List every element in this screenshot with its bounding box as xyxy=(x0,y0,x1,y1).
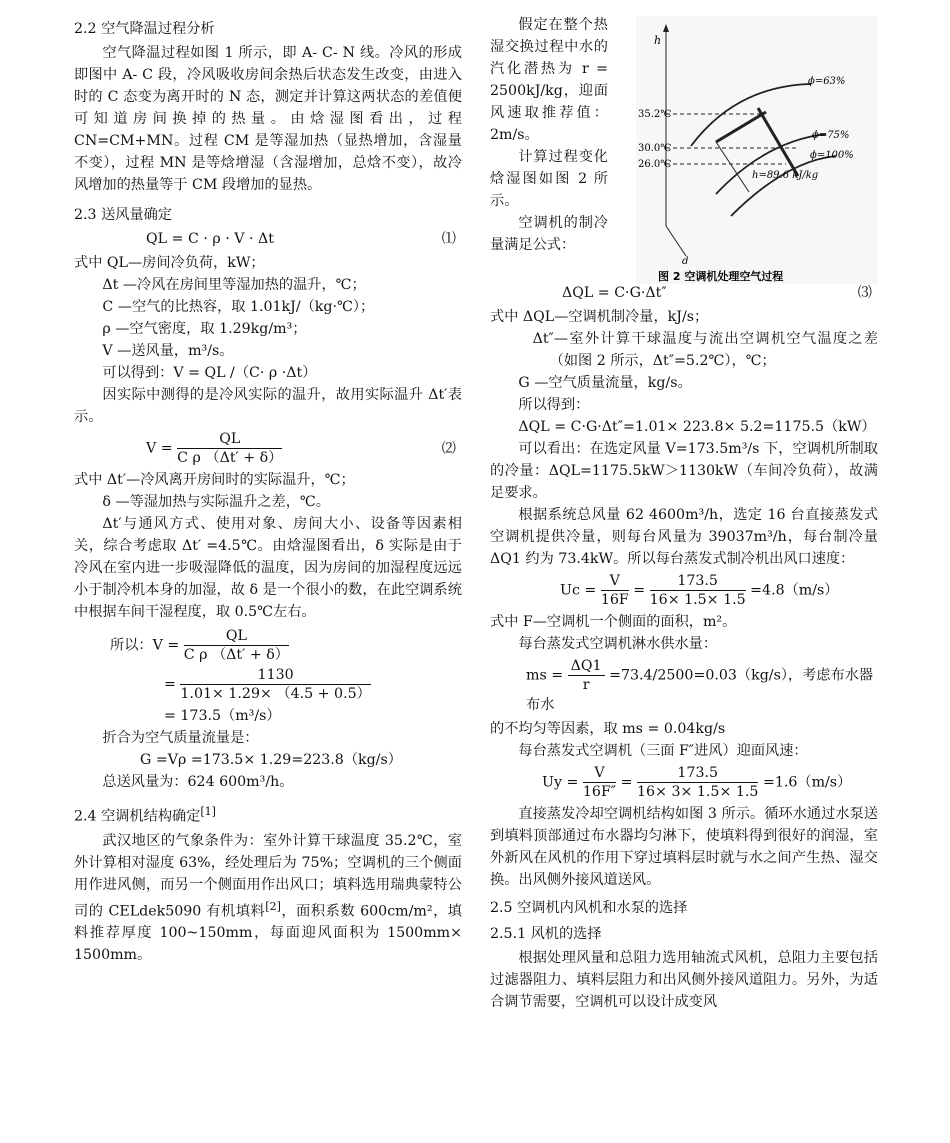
paragraph: 所以得到： xyxy=(518,397,590,413)
section-2-3-title: 2.3 送风量确定 xyxy=(74,207,173,223)
left-column xyxy=(74,14,462,966)
right-column xyxy=(490,14,878,1013)
mass-equation: G =Vρ =173.5× 1.29=223.8（kg/s） xyxy=(140,752,402,768)
paragraph: 计算过程变化焓湿图如图 2 所示。 xyxy=(490,149,608,209)
fraction: $\frac{V}{16F''}$ xyxy=(582,765,617,800)
result-equation: 所以：V = $\frac{QL}{\text{C ρ （Δt′ + δ）}}$ xyxy=(110,628,289,663)
section-2-2-title: 2.2 空气降温过程分析 xyxy=(74,21,215,37)
definition: 式中 ΔQL—空调机制冷量，kJ/s； xyxy=(490,309,709,325)
derivation: 可以得到：V = QL /（C· ρ ·Δt） xyxy=(102,365,317,381)
phi-63-label: ϕ=63% xyxy=(808,76,846,87)
psychrometric-diagram xyxy=(636,16,878,284)
result-equation-2: = $\frac{1130}{1.01\times 1.29\times (4.5 + 0.5)}$ xyxy=(164,667,371,702)
definition: 式中 QL—房间冷负荷，kW； xyxy=(74,255,265,271)
paragraph: Δt′与通风方式、使用对象、房间大小、设备等因素相关，综合考虑取 Δt′ =4.5℃。由焓湿图看出，δ 实际是由于冷风在室内进一步吸湿降低的温度，因为房间的加湿程度远远小于制冷机本身的加湿，故 δ 是一个很小的数，在此空调系统中根据车间干湿程度，取 0.5℃左右。 xyxy=(74,516,462,620)
paragraph: 空调机的制冷量满足公式： xyxy=(490,215,608,253)
equation-2: V = $\frac{QL}{\text{C ρ （Δt′ + δ）}}$ ⑵ xyxy=(146,431,456,466)
section-2-5-title: 2.5 空调机内风机和水泵的选择 xyxy=(490,900,688,916)
label-352: 35.2℃ xyxy=(638,109,672,120)
definition: δ —等湿加热与实际温升之差，℃。 xyxy=(102,494,330,510)
paragraph: 因实际中测得的是冷风实际的温升，故用实际温升 Δt′表示。 xyxy=(74,387,462,425)
result-value: = 173.5（m³/s） xyxy=(164,708,281,724)
paragraph: 折合为空气质量流量是： xyxy=(102,730,259,746)
definition: C —空气的比热容，取 1.01kJ/（kg·℃）； xyxy=(102,299,375,315)
uc-equation: Uc = $\frac{V}{16F}$ = $\frac{173.5}{16\times 1.5\times 1.5}$ =4.8（m/s） xyxy=(560,573,839,608)
text-figure-wrap xyxy=(490,14,878,283)
fraction: $\frac{QL}{\text{C ρ （Δt′ + δ）}}$ xyxy=(183,628,289,663)
fraction: $\frac{\Delta Q1}{r}$ xyxy=(568,657,605,694)
section-2-4-title: 2.4 空调机结构确定[1] xyxy=(74,805,216,825)
paragraph: 总送风量为：624 600m³/h。 xyxy=(102,774,294,790)
paragraph: 每台蒸发式空调机（三面 F″进风）迎面风速： xyxy=(518,743,808,759)
figure-caption: 图 2 空调机处理空气过程 xyxy=(658,270,784,283)
uy-equation: Uy = $\frac{V}{16F''}$ = $\frac{173.5}{16\times 3\times 1.5\times 1.5}$ =1.6（m/s） xyxy=(542,765,852,800)
ms-equation: ms = $\frac{\Delta Q1}{r}$ =73.4/2500=0.03（kg/s），考虑布水器布水 xyxy=(526,658,874,713)
phi-75-label: ϕ=75% xyxy=(812,130,850,141)
definition: ρ —空气密度，取 1.29kg/m³； xyxy=(102,321,307,337)
figure-2-psychrometric xyxy=(636,16,878,284)
label-260: 26.0℃ xyxy=(638,159,672,170)
phi-100-label: ϕ=100% xyxy=(810,150,854,161)
fraction: $\frac{173.5}{16\times 1.5\times 1.5}$ xyxy=(649,573,746,608)
paragraph: 根据系统总风量 62 4600m³/h，选定 16 台直接蒸发式空调机提供冷量，则每台风量为 39037m³/h，每台制冷量 ΔQ1 约为 73.4kW。所以每台蒸发式制冷机出风口速度： xyxy=(490,507,878,567)
fraction: $\frac{V}{16F}$ xyxy=(600,573,629,608)
definition: V —送风量，m³/s。 xyxy=(102,343,234,359)
paragraph: 根据处理风量和总阻力选用轴流式风机，总阻力主要包括过滤器阻力、填料层阻力和出风侧外接风道阻力。另外，为适合调节需要，空调机可以设计成变风 xyxy=(490,950,878,1010)
label-300: 30.0℃ xyxy=(638,143,672,154)
definition: Δt —冷风在房间里等湿加热的温升，℃； xyxy=(102,277,366,293)
paragraph: 武汉地区的气象条件为：室外计算干球温度 35.2℃，室外计算相对湿度 63%，经处理后为 75%；空调机的三个侧面用作进风侧，而另一个侧面用作出风口；填料选用瑞典蒙特公司的 CELdek5090 有机填料[2]，面积系数 600cm/m²，填料推荐厚度 100~150mm，每面迎风面积为 1500mm× 1500mm。 xyxy=(74,832,462,964)
paragraph: 可以看出：在选定风量 V=173.5m³/s 下，空调机所制取的冷量：ΔQL=1175.5kW＞1130kW（车间冷负荷），故满足要求。 xyxy=(490,441,878,501)
paragraph: 空气降温过程如图 1 所示，即 A- C- N 线。冷风的形成即图中 A- C 段，冷风吸收房间余热后状态发生改变，由进入时的 C 态变为离开时的 N 态，测定并计算这两状态的差值便可知道房间换掉的热量。由焓湿图看出，过程 CN=CM+MN。过程 CM 是等湿加热（显热增加，含湿量不变），过程 MN 是等焓增湿（含湿增加，总焓不变），故冷风增加的热量等于 CM 段增加的显热。 xyxy=(74,45,462,193)
paragraph: 每台蒸发式空调机淋水供水量： xyxy=(518,636,718,652)
h-axis-label: h xyxy=(654,34,662,47)
paragraph: 的不均匀等因素，取 ms = 0.04kg/s xyxy=(490,721,726,737)
paragraph: 假定在整个热湿交换过程中水的汽化潜热为 r = 2500kJ/kg，迎面风速取推荐值：2m/s。 xyxy=(490,17,608,143)
definition: 式中 F—空调机一个侧面的面积，m²。 xyxy=(490,614,737,630)
definition: Δt″—室外计算干球温度与流出空调机空气温度之差（如图 2 所示，Δt″=5.2℃），℃； xyxy=(532,331,878,369)
fraction: $\frac{QL}{\text{C ρ （Δt′ + δ）}}$ xyxy=(177,431,283,466)
definition: 式中 Δt′—冷风离开房间时的实际温升，℃； xyxy=(74,472,355,488)
equation-3: ΔQL = C·G·Δt″ ⑶ xyxy=(562,285,872,301)
paragraph: 直接蒸发冷却空调机结构如图 3 所示。循环水通过水泵送到填料顶部通过布水器均匀淋下，使填料得到很好的润湿，室外新风在风机的作用下穿过填料层时就与水之间产生热、湿交换。出风侧外接风道送风。 xyxy=(490,806,878,888)
enthalpy-label: h=89.6 kJ/kg xyxy=(752,170,819,181)
calc-equation: ΔQL = C·G·Δt″=1.01× 223.8× 5.2=1175.5（kW） xyxy=(518,419,876,435)
section-2-5-1-title: 2.5.1 风机的选择 xyxy=(490,926,602,942)
fraction: $\frac{173.5}{16\times 3\times 1.5\times 1.5}$ xyxy=(637,765,759,800)
definition: G —空气质量流量，kg/s。 xyxy=(518,375,692,391)
equation-1: QL = C · ρ · V · Δt ⑴ xyxy=(146,231,456,247)
fraction: $\frac{1130}{1.01\times 1.29\times (4.5 + 0.5)}$ xyxy=(180,667,371,702)
d-axis-label: d xyxy=(682,256,689,267)
